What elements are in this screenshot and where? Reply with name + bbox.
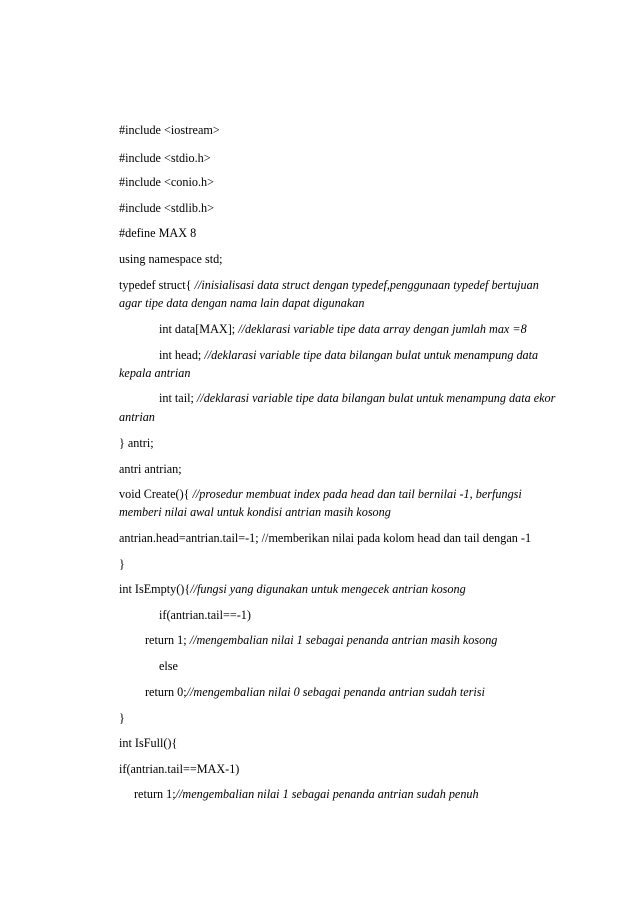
code-comment: kepala antrian [119,366,191,380]
code-text: else [159,659,178,673]
code-text: #include <iostream> [119,123,220,137]
code-line [145,633,497,647]
code-text: if(antrian.tail==MAX-1) [119,762,240,776]
code-line [119,123,220,137]
code-text: #include <stdlib.h> [119,201,214,215]
code-comment: //deklarasi variable tipe data array dengan jumlah max =8 [238,322,527,336]
code-line [119,711,125,725]
code-line [119,762,239,776]
code-comment: memberi nilai awal untuk kondisi antrian masih kosong [119,505,391,519]
code-line [119,201,214,215]
code-line [145,685,485,699]
code-text: int IsEmpty(){ [119,582,191,596]
code-text: #define MAX 8 [119,226,197,240]
code-line [119,252,223,266]
code-text: return 0; [145,685,187,699]
code-line [159,659,178,673]
code-comment: //inisialisasi data struct dengan typedef,penggunaan typedef bertujuan [194,278,539,292]
code-comment: agar tipe data dengan nama lain dapat digunakan [119,296,365,310]
code-line [119,366,190,380]
code-line [119,436,154,450]
code-line [134,787,479,801]
code-comment: antrian [119,410,155,424]
code-comment: //deklarasi variable tipe data bilangan bulat untuk menampung data [204,348,539,362]
code-line [159,322,527,336]
code-line [119,736,177,750]
code-line [119,505,391,519]
code-text: int IsFull(){ [119,736,178,750]
code-line [119,557,125,571]
code-line [159,608,251,622]
code-line [119,582,466,596]
code-text: typedef struct{ [119,278,195,292]
code-text: return 1; [134,787,176,801]
code-line [119,531,531,545]
code-text: #include <conio.h> [119,175,214,189]
code-text: antri antrian; [119,462,182,476]
code-text: void Create(){ [119,487,193,501]
code-comment: //fungsi yang digunakan untuk mengecek antrian kosong [190,582,466,596]
code-line [159,348,538,362]
code-line [119,226,196,240]
code-comment: //deklarasi variable tipe data bilangan bulat untuk menampung data ekor [196,391,556,405]
code-text: int tail; [159,391,197,405]
code-text: if(antrian.tail==-1) [159,608,251,622]
code-line [159,391,555,405]
code-text: } [119,711,125,725]
code-comment: //mengembalian nilai 1 sebagai penanda antrian masih kosong [189,633,498,647]
code-text: } antri; [119,436,154,450]
code-text: int data[MAX]; [159,322,239,336]
code-line [119,487,522,501]
code-text: using namespace std; [119,252,223,266]
code-text: #include <stdio.h> [119,151,211,165]
code-line [119,278,539,292]
code-line [119,151,211,165]
code-line [119,175,214,189]
code-comment: //mengembalian nilai 0 sebagai penanda antrian sudah terisi [186,685,485,699]
code-line [119,296,364,310]
code-text: return 1; [145,633,190,647]
code-comment: //prosedur membuat index pada head dan tail bernilai -1, berfungsi [192,487,522,501]
code-line [119,410,155,424]
code-text: int head; [159,348,205,362]
code-text: antrian.head=antrian.tail=-1; //memberikan nilai pada kolom head dan tail dengan -1 [119,531,532,545]
code-line [119,462,182,476]
code-text: } [119,557,125,571]
code-comment: //mengembalian nilai 1 sebagai penanda antrian sudah penuh [175,787,479,801]
